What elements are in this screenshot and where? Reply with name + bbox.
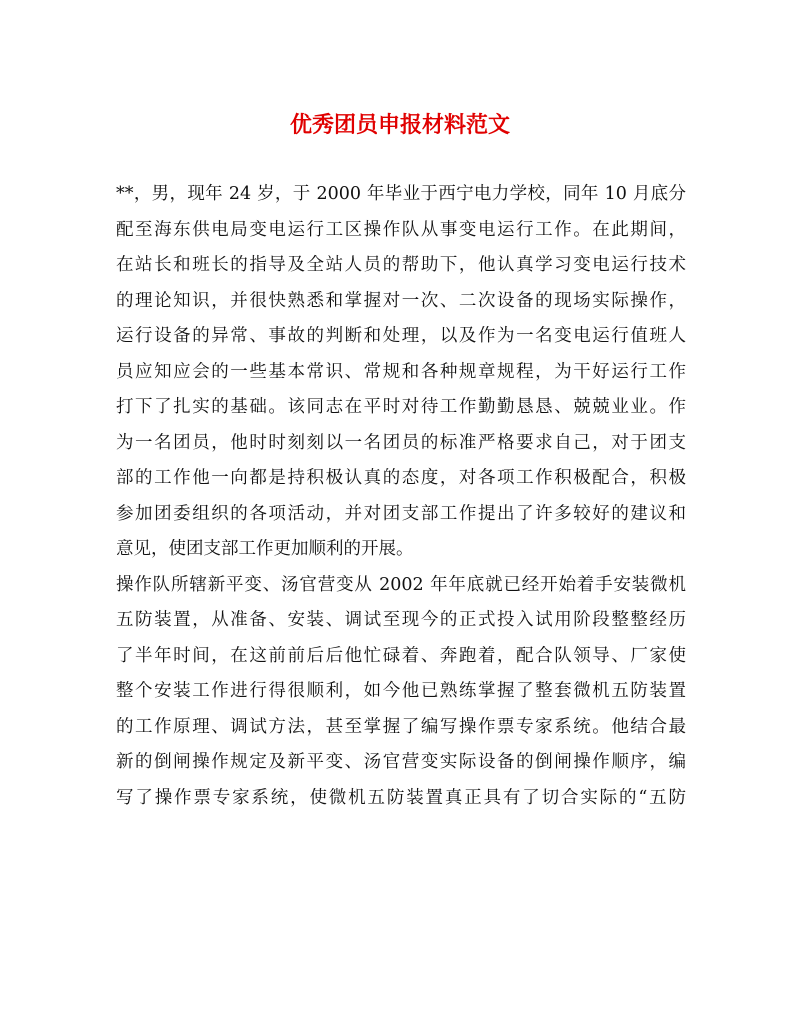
paragraph (116, 177, 686, 568)
text-line: 员应知应会的一些基本常识、常规和各种规章规程，为干好运行工作 (116, 361, 686, 382)
text-line: 操作队所辖新平变、汤官营变从 2002 年年底就已经开始着手安装微机 (116, 574, 686, 595)
text-line: 为一名团员，他时时刻刻以一名团员的标准严格要求自己，对于团支 (116, 432, 686, 453)
document-title: 优秀团员申报材料范文 (289, 112, 510, 138)
text-line: 运行设备的异常、事故的判断和处理，以及作为一名变电运行值班人 (116, 326, 686, 346)
text-line: 在站长和班长的指导及全站人员的帮助下，他认真学习变电运行技术 (116, 255, 686, 275)
text-line: **，男，现年 24 岁，于 2000 年毕业于西宁电力学校，同年 10 月底分 (116, 184, 686, 204)
paragraph (116, 568, 686, 817)
text-line: 五防装置，从准备、安装、调试至现今的正式投入试用阶段整整经历 (116, 610, 686, 630)
text-line: 配至海东供电局变电运行工区操作队从事变电运行工作。在此期间， (116, 219, 686, 240)
text-line: 新的倒闸操作规定及新平变、汤官营变实际设备的倒闸操作顺序，编 (116, 752, 686, 772)
text-line: 参加团委组织的各项活动，并对团支部工作提出了许多较好的建议和 (116, 503, 686, 524)
text-line: 了半年时间，在这前前后后他忙碌着、奔跑着，配合队领导、厂家使 (116, 645, 686, 666)
text-line: 的理论知识，并很快熟悉和掌握对一次、二次设备的现场实际操作， (116, 290, 686, 311)
text-line: 部的工作他一向都是持积极认真的态度，对各项工作积极配合，积极 (116, 468, 686, 488)
text-line: 整个安装工作进行得很顺利，如今他已熟练掌握了整套微机五防装置 (116, 681, 686, 701)
text-line: 的工作原理、调试方法，甚至掌握了编写操作票专家系统。他结合最 (116, 716, 686, 737)
text-line: 打下了扎实的基础。该同志在平时对待工作勤勤恳恳、兢兢业业。作 (116, 397, 686, 417)
text-line: 写了操作票专家系统，使微机五防装置真正具有了切合实际的“五防 (116, 787, 686, 808)
text-line: 意见，使团支部工作更加顺利的开展。 (116, 539, 414, 559)
document-body (116, 177, 686, 816)
